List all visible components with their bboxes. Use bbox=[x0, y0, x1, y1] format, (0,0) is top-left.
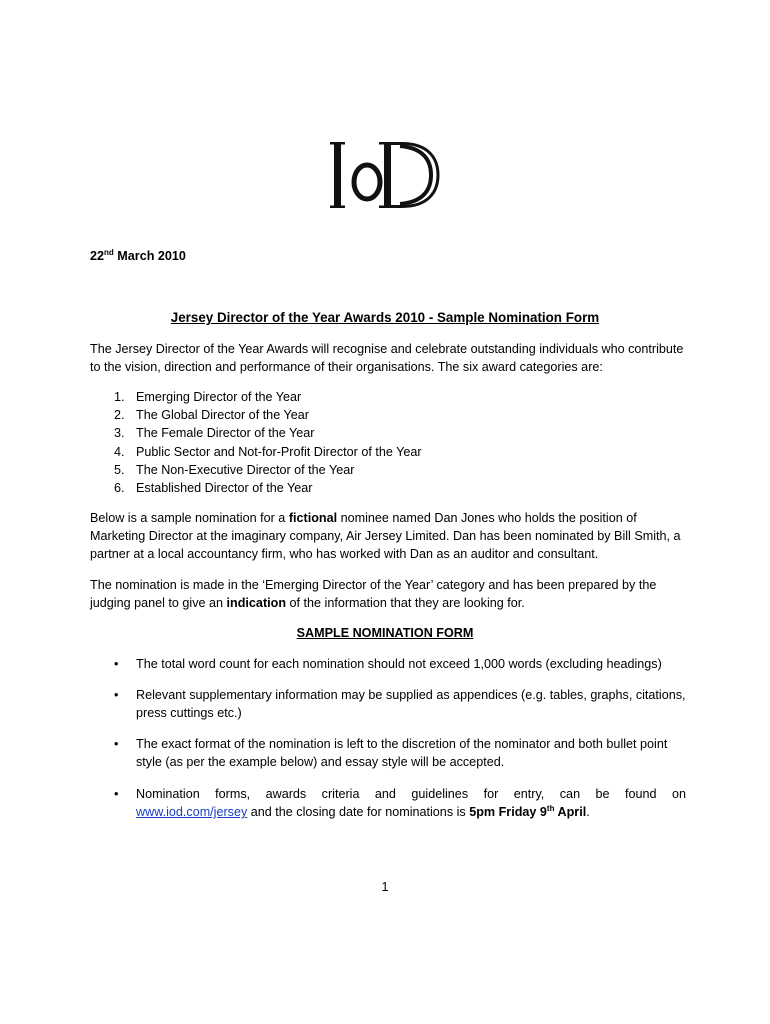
bullet-icon: • bbox=[114, 787, 119, 801]
bullet-icon: • bbox=[114, 688, 119, 702]
category-paragraph: The nomination is made in the ‘Emerging Director of the Year’ category and has been prepared by the judging panel to give an indication of the information that they are looking for. bbox=[90, 578, 657, 610]
list-item: 3. The Female Director of the Year bbox=[114, 426, 315, 441]
list-item: 5. The Non-Executive Director of the Year bbox=[114, 462, 355, 477]
section-heading: SAMPLE NOMINATION FORM bbox=[296, 626, 474, 640]
list-item: 1. Emerging Director of the Year bbox=[114, 390, 302, 404]
list-item: 4. Public Sector and Not-for-Profit Director of the Year bbox=[114, 444, 422, 459]
iod-jersey-link[interactable]: www.iod.com/jersey bbox=[136, 805, 248, 819]
bullet-icon: • bbox=[114, 737, 119, 751]
sample-nominee-paragraph: Below is a sample nomination for a fictional nominee named Dan Jones who holds the position of Marketing Director at the imaginary company, Air Jersey Limited. Dan has been nominated by Bill Smith, a partner at a local accountancy firm, who has worked with Dan as an auditor and consultant. bbox=[90, 511, 681, 561]
list-item: 2. The Global Director of the Year bbox=[114, 408, 309, 423]
intro-paragraph: The Jersey Director of the Year Awards will recognise and celebrate outstanding individuals who contribute to the vision, direction and performance of their organisations. The six award categories are: bbox=[90, 342, 684, 374]
bullet-item: • The total word count for each nomination should not exceed 1,000 words (excluding headings) bbox=[114, 657, 662, 671]
list-item: 6. Established Director of the Year bbox=[114, 481, 313, 496]
bullet-item: • Nomination forms, awards criteria and guidelines for entry, can be found on www.iod.com/jersey and the closing date for nominations is 5pm Friday 9th April. bbox=[114, 787, 686, 819]
bullet-item: • The exact format of the nomination is left to the discretion of the nominator and both bullet point style (as per the example below) and essay style will be accepted. bbox=[114, 737, 668, 769]
bullet-item: • Relevant supplementary information may be supplied as appendices (e.g. tables, graphs, citations, press cuttings etc.) bbox=[114, 688, 686, 720]
bullet-icon: • bbox=[114, 657, 119, 671]
document-title: Jersey Director of the Year Awards 2010 - Sample Nomination Form bbox=[170, 310, 600, 325]
award-categories-list bbox=[90, 388, 422, 497]
letter-date: 22nd March 2010 bbox=[90, 248, 186, 263]
page-number: 1 bbox=[381, 880, 389, 894]
iod-logo bbox=[330, 138, 442, 212]
